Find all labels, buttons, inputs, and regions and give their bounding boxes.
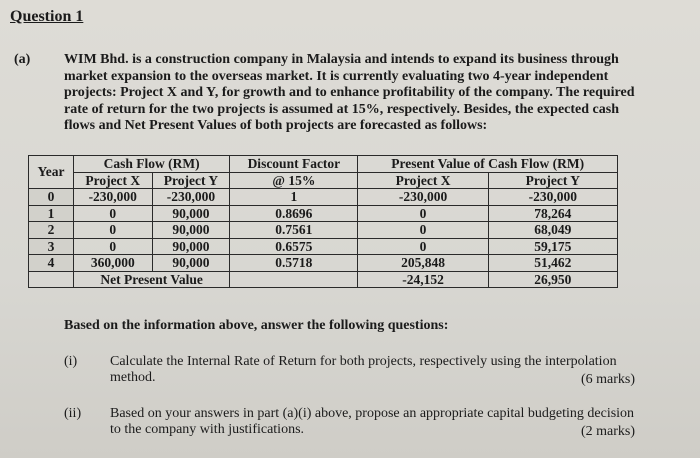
npv-y-cell: 26,950	[488, 271, 617, 288]
pv-project-y-header: Project Y	[488, 172, 617, 189]
df-cell: 0.5718	[230, 255, 358, 272]
cash-flow-header: Cash Flow (RM)	[74, 156, 230, 173]
question-marks: (6 marks)	[580, 372, 635, 387]
year-cell: 4	[29, 255, 74, 272]
question-number: (ii)	[64, 406, 82, 421]
table-row	[29, 189, 618, 206]
year-cell: 1	[29, 205, 74, 222]
df-cell: 1	[230, 189, 358, 206]
npv-label: Net Present Value	[74, 271, 230, 288]
question-text	[110, 354, 635, 388]
pv-x-cell: 205,848	[358, 255, 488, 272]
npv-x-cell: -24,152	[358, 271, 488, 288]
cf-x-cell: 0	[74, 205, 153, 222]
instruction-text: Based on the information above, answer the following questions:	[64, 318, 449, 333]
table-row	[29, 238, 618, 255]
pv-y-cell: -230,000	[488, 189, 617, 206]
cash-flow-table	[28, 155, 618, 288]
question-text	[110, 406, 635, 440]
cf-y-cell: 90,000	[152, 205, 230, 222]
discount-rate-header: @ 15%	[230, 172, 358, 189]
df-cell: 0.6575	[230, 238, 358, 255]
cf-x-cell: 0	[74, 222, 153, 239]
question-number: (i)	[64, 354, 78, 369]
cf-project-x-header: Project X	[74, 172, 153, 189]
question-body: Based on your answers in part (a)(i) above, propose an appropriate capital budgeting decision to the company with justifications.	[110, 406, 635, 437]
question-body: Calculate the Internal Rate of Return for both projects, respectively using the interpolation method.	[110, 354, 617, 385]
pv-y-cell: 59,175	[488, 238, 617, 255]
present-value-header: Present Value of Cash Flow (RM)	[358, 156, 618, 173]
table-row	[29, 222, 618, 239]
pv-x-cell: 0	[358, 222, 488, 239]
cf-y-cell: 90,000	[152, 255, 230, 272]
cf-x-cell: 360,000	[74, 255, 153, 272]
question-marks: (2 marks)	[580, 424, 635, 439]
pv-project-x-header: Project X	[358, 172, 488, 189]
year-cell: 3	[29, 238, 74, 255]
question-title: Question 1	[10, 8, 84, 25]
cf-x-cell: -230,000	[74, 189, 153, 206]
cf-y-cell: 90,000	[152, 238, 230, 255]
part-label: (a)	[14, 52, 31, 67]
table-row	[29, 255, 618, 272]
pv-x-cell: -230,000	[358, 189, 488, 206]
cf-y-cell: -230,000	[152, 189, 230, 206]
pv-y-cell: 68,049	[488, 222, 617, 239]
cf-y-cell: 90,000	[152, 222, 230, 239]
pv-x-cell: 0	[358, 238, 488, 255]
npv-row	[29, 271, 618, 288]
intro-paragraph: WIM Bhd. is a construction company in Malaysia and intends to expand its business through market expansion to the overseas market. It is currently evaluating two 4-year independent projects: Project X and Y, for growth and to enhance profitability of the company. The required rate of return for the two projects is assumed at 15%, respectively. Besides, the expected cash flows and Net Present Values of both projects are forecasted as follows:	[64, 52, 635, 133]
table-row	[29, 205, 618, 222]
df-cell: 0.8696	[230, 205, 358, 222]
pv-y-cell: 78,264	[488, 205, 617, 222]
cf-x-cell: 0	[74, 238, 153, 255]
discount-factor-header: Discount Factor	[230, 156, 358, 173]
year-cell: 0	[29, 189, 74, 206]
cf-project-y-header: Project Y	[152, 172, 230, 189]
year-cell: 2	[29, 222, 74, 239]
pv-y-cell: 51,462	[488, 255, 617, 272]
year-header: Year	[29, 156, 74, 189]
df-cell: 0.7561	[230, 222, 358, 239]
pv-x-cell: 0	[358, 205, 488, 222]
